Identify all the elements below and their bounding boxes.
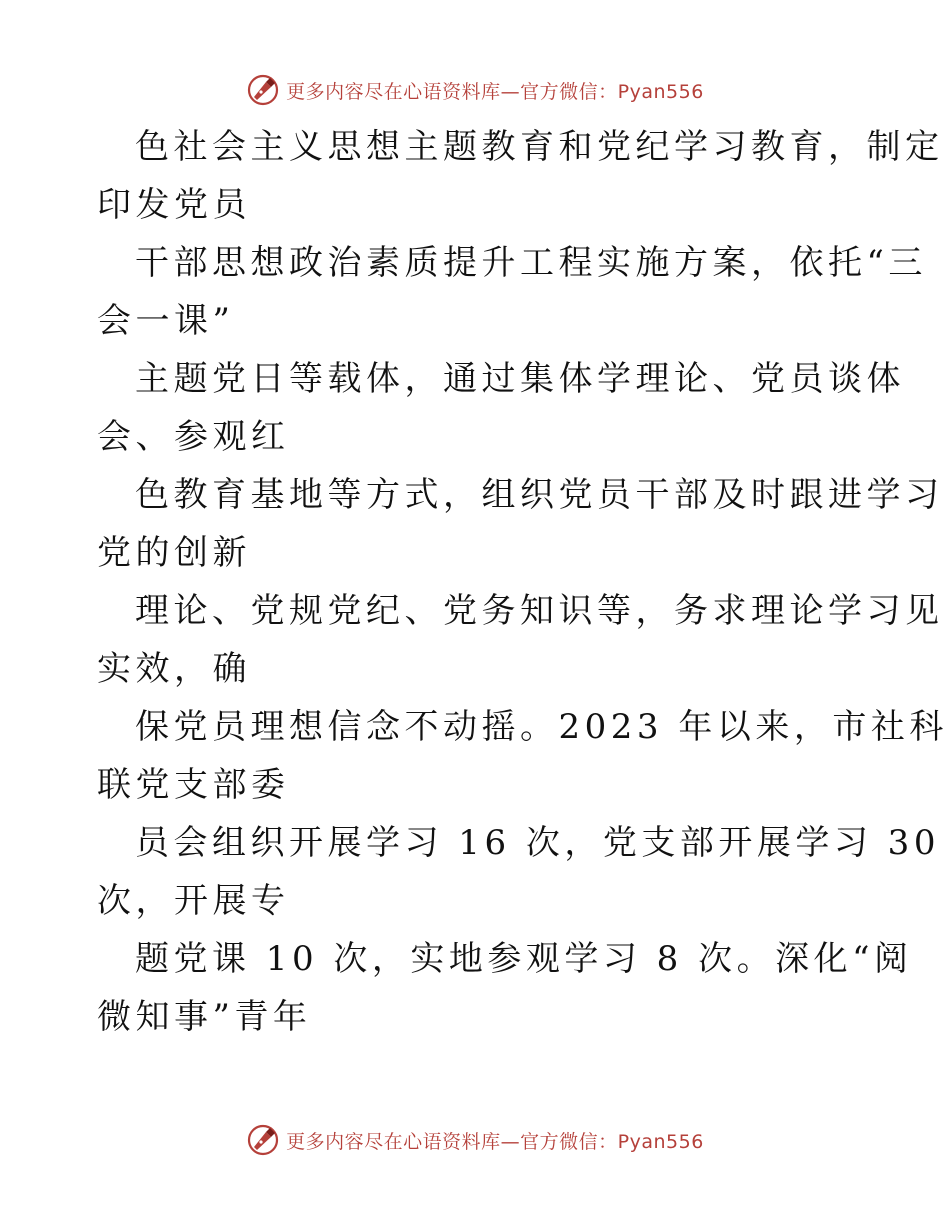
paragraph-line: 微知事”青年 [97, 997, 312, 1037]
watermark-text: 更多内容尽在心语资料库—官方微信：Pyan556 [286, 80, 704, 103]
paragraph-line: 党的创新 [97, 533, 251, 573]
paragraph-line: 实效，确 [97, 649, 251, 689]
watermark-text: 更多内容尽在心语资料库—官方微信：Pyan556 [286, 1130, 704, 1153]
paragraph-line: 联党支部委 [97, 765, 290, 805]
paragraph-line: 色教育基地等方式，组织党员干部及时跟进学习 [135, 475, 944, 515]
paragraph-line: 会、参观红 [97, 417, 290, 457]
footer-watermark-banner [0, 1120, 950, 1160]
paragraph-line: 色社会主义思想主题教育和党纪学习教育，制定 [135, 127, 944, 167]
paragraph-line: 干部思想政治素质提升工程实施方案，依托“三 [135, 243, 927, 283]
paragraph-line: 员会组织开展学习 16 次，党支部开展学习 30 [135, 823, 940, 863]
paragraph-line: 主题党日等载体，通过集体学理论、党员谈体 [135, 359, 905, 399]
paragraph-line: 印发党员 [97, 185, 251, 225]
paragraph-line: 题党课 10 次，实地参观学习 8 次。深化“阅 [135, 939, 913, 979]
document-body [97, 118, 948, 1046]
paragraph-line: 保党员理想信念不动摇。2023 年以来，市社科 [135, 707, 948, 747]
pen-nib-logo-icon [246, 1123, 280, 1157]
paragraph-line: 理论、党规党纪、党务知识等，务求理论学习见 [135, 591, 944, 631]
pen-nib-logo-icon [246, 73, 280, 107]
paragraph-line: 会一课” [97, 301, 235, 341]
paragraph-line: 次，开展专 [97, 881, 290, 921]
header-watermark-banner [0, 70, 950, 110]
